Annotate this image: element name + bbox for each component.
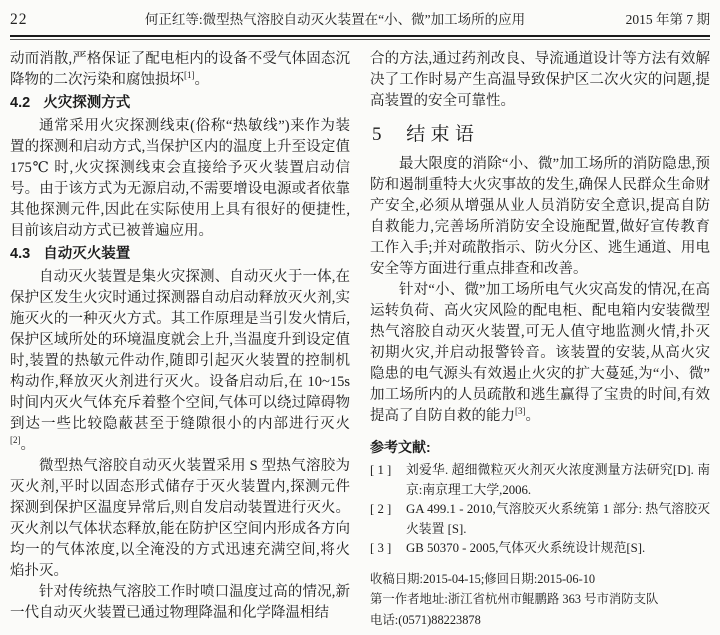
paragraph-continuation: 合的方法,通过药剂改良、导流通道设计等方法有效解决了工作时易产生高温导致保护区二次火灾的问题,提高装置的安全可靠性。 — [370, 51, 710, 109]
page-header — [10, 8, 710, 29]
reference-text: 刘爱华. 超细微粒灭火剂灭火浓度测量方法研究[D]. 南京:南京理工大学,2006. — [406, 463, 710, 497]
paragraph-conclusion-2: 针对“小、微”加工场所电气火灾高发的情况,在高运转负荷、高火灾风险的配电柜、配电箱内安装微型热气溶胶自动灭火装置,可无人值守地监测火情,扑灭初期火灾,并启动报警铃音。该装置的安装,从高火灾隐患的电气源头有效遏止火灾的扩大蔓延,为“小、微”加工场所内的人员疏散和逃生赢得了宝贵的时间,有效提高了自防自救的能力[3]。 — [370, 282, 710, 424]
paragraph-auto-device-1: 自动灭火装置是集火灾探测、自动灭火于一体,在保护区发生火灾时通过探测器自动启动释放灭火剂,实施灭火的一种灭火方式。其工作原理是当引发火情后,保护区域所处的环境温度就会上升,当温度升到设定值时,装置的热敏元件动作,随即引起灭火装置的控制机构动作,释放灭火剂进行灭火。设备启动后,在 10~15s 时间内灭火气体充斥着整个空间,气体可以绕过障碍物到达一些比较隐蔽甚至于缝隙很小的内部进行灭火[2]。 — [10, 269, 350, 453]
two-column-body — [10, 49, 710, 630]
references-heading: 参考文献: — [370, 439, 431, 455]
reference-item — [370, 539, 710, 559]
paragraph-detection-method: 通常采用火灾探测线束(俗称“热敏线”)来作为装置的探测和启动方式,当保护区内的温度上升至设定值 175℃ 时,火灾探测线束会直接给予灭火装置启动信号。由于该方式为无源启动,不需要增设电源或者依靠其他探测元件,因此在实际使用上具有很好的便捷性,目前该启动方式已被普遍应用。 — [10, 118, 350, 239]
reference-label: [ 2 ] — [370, 502, 392, 516]
author-address: 第一作者地址:浙江省杭州市鲲鹏路 363 号市消防支队 — [370, 592, 659, 606]
issue-label: 2015 年第 7 期 — [625, 12, 710, 27]
reference-text: GA 499.1 - 2010,气溶胶灭火系统第 1 部分: 热气溶胶灭火装置 [S]. — [406, 502, 710, 536]
reference-label: [ 3 ] — [370, 541, 392, 555]
citation-3: [3] — [515, 406, 526, 417]
page-number: 22 — [10, 11, 28, 28]
section-heading-4-3: 4.3 自动灭火装置 — [10, 246, 131, 262]
paragraph-carryover: 动而消散,严格保证了配电柜内的设备不受气体固态沉降物的二次污染和腐蚀损坏[1]。 — [10, 51, 350, 88]
right-column — [370, 49, 710, 630]
reference-item — [370, 461, 710, 500]
article-footnote — [370, 569, 710, 631]
reference-item — [370, 500, 710, 539]
reference-label: [ 1 ] — [370, 463, 392, 477]
paragraph-conclusion-1: 最大限度的消除“小、微”加工场所的消防隐患,预防和遏制重特大火灾事故的发生,确保人民群众生命财产安全,必须从增强从业人员消防安全意识,提高自防自救能力,完善场所消防安全设施配置,做好宣传教育工作入手;并对疏散指示、防火分区、逃生通道、用电安全等方面进行重点排查和改善。 — [370, 156, 710, 277]
section-heading-5: 5 结束语 — [372, 124, 480, 145]
left-column — [10, 49, 350, 630]
header-rule — [10, 35, 710, 40]
paragraph-auto-device-2: 微型热气溶胶自动灭火装置采用 S 型热气溶胶为灭火剂,平时以固态形式储存于灭火装置内,探测元件探测到保护区温度异常后,则自发启动装置进行灭火。灭火剂以气体状态释放,能在防护区空间内形成各方向均一的气体浓度,以全淹没的方式迅速充满空间,将火焰扑灭。 — [10, 458, 350, 579]
received-dates: 收稿日期:2015-04-15;修回日期:2015-06-10 — [370, 571, 596, 586]
paragraph-auto-device-3: 针对传统热气溶胶工作时喷口温度过高的情况,新一代自动灭火装置已通过物理降温和化学降温相结 — [10, 584, 350, 621]
reference-text: GB 50370 - 2005,气体灭火系统设计规范[S]. — [406, 541, 646, 555]
running-title: 何正红等:微型热气溶胶自动灭火装置在“小、微”加工场所的应用 — [144, 12, 526, 27]
phone-number: 电话:(0571)88223878 — [370, 612, 481, 627]
citation-1: [1] — [184, 70, 195, 81]
citation-2: [2] — [10, 435, 21, 446]
section-heading-4-2: 4.2 火灾探测方式 — [10, 95, 131, 111]
